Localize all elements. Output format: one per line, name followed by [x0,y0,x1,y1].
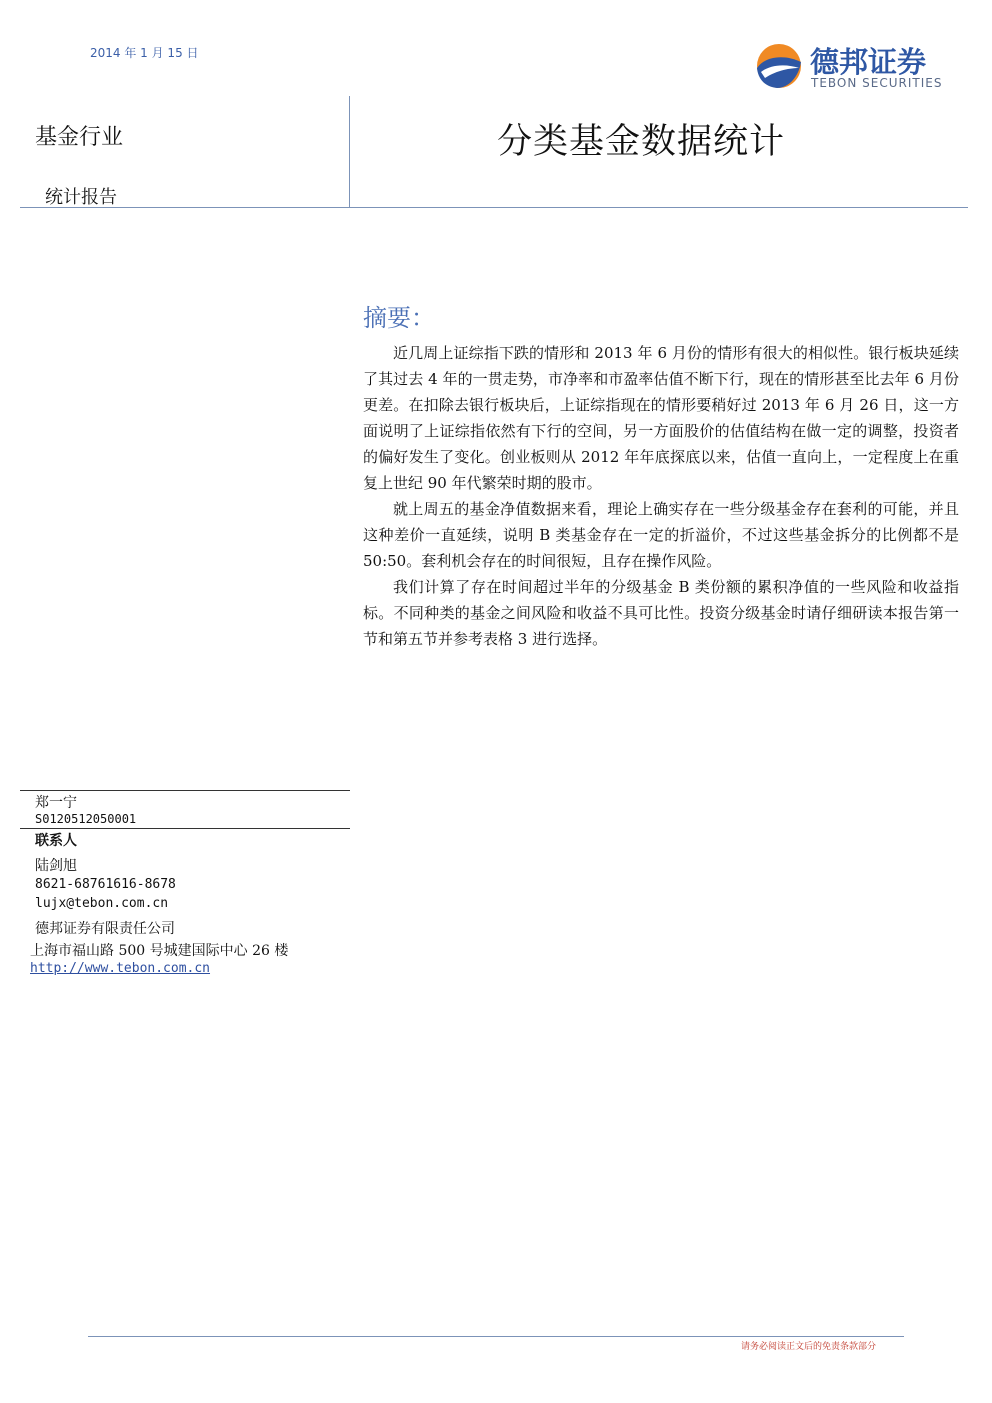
company-address: 上海市福山路 500 号城建国际中心 26 楼 [30,943,289,959]
contact-phone: 8621-68761616-8678 [35,877,176,892]
report-type-label: 统计报告 [45,187,117,208]
report-date: 2014 年 1 月 15 日 [90,46,199,60]
abstract-heading: 摘要： [363,304,435,332]
logo-text-en: TEBON SECURITIES [811,76,943,90]
contact-name: 陆剑旭 [35,858,77,874]
abstract-paragraph: 就上周五的基金净值数据来看，理论上确实存在一些分级基金存在套利的可能，并且这种差价一直延续，说明 B 类基金存在一定的折溢价，不过这些基金拆分的比例都不是 50:50。套利机会存在的时间很短，且存在操作风险。 [363,500,959,570]
footer-divider [88,1336,904,1337]
tebon-logo [755,40,955,96]
contact-email[interactable]: lujx@tebon.com.cn [35,896,169,911]
author-divider-top [20,790,350,791]
industry-label: 基金行业 [35,125,124,150]
author-divider-bottom [20,828,350,829]
contact-heading: 联系人 [35,833,77,849]
abstract-paragraph: 近几周上证综指下跌的情形和 2013 年 6 月份的情形有很大的相似性。银行板块延续了其过去 4 年的一贯走势，市净率和市盈率估值不断下行，现在的情形甚至比去年 6 月份更差。在扣除去银行板块后，上证综指现在的情形要稍好过 2013 年 6 月 26 日，这一方面说明了上证综指依然有下行的空间，另一方面股价的估值结构在做一定的调整，投资者的偏好发生了变化。创业板则从 2012 年年底探底以来，估值一直向上，一定程度上在重复上世纪 90 年代繁荣时期的股市。 [363,344,959,492]
abstract-paragraph: 我们计算了存在时间超过半年的分级基金 B 类份额的累积净值的一些风险和收益指标。不同种类的基金之间风险和收益不具可比性。投资分级基金时请仔细研读本报告第一节和第五节并参考表格 3 进行选择。 [363,578,959,648]
header-vertical-divider [349,96,350,207]
header-horizontal-divider [20,207,968,208]
logo-text-cn: 德邦证券 [810,45,927,79]
disclaimer-note: 请务必阅读正文后的免责条款部分 [741,1342,877,1352]
author-license-id: S0120512050001 [35,812,137,826]
report-title: 分类基金数据统计 [497,122,786,162]
tebon-logo-icon [755,42,803,90]
company-name: 德邦证券有限责任公司 [35,921,175,937]
company-website-link[interactable]: http://www.tebon.com.cn [30,961,211,976]
abstract-body [363,340,959,652]
author-name: 郑一宁 [35,795,77,811]
